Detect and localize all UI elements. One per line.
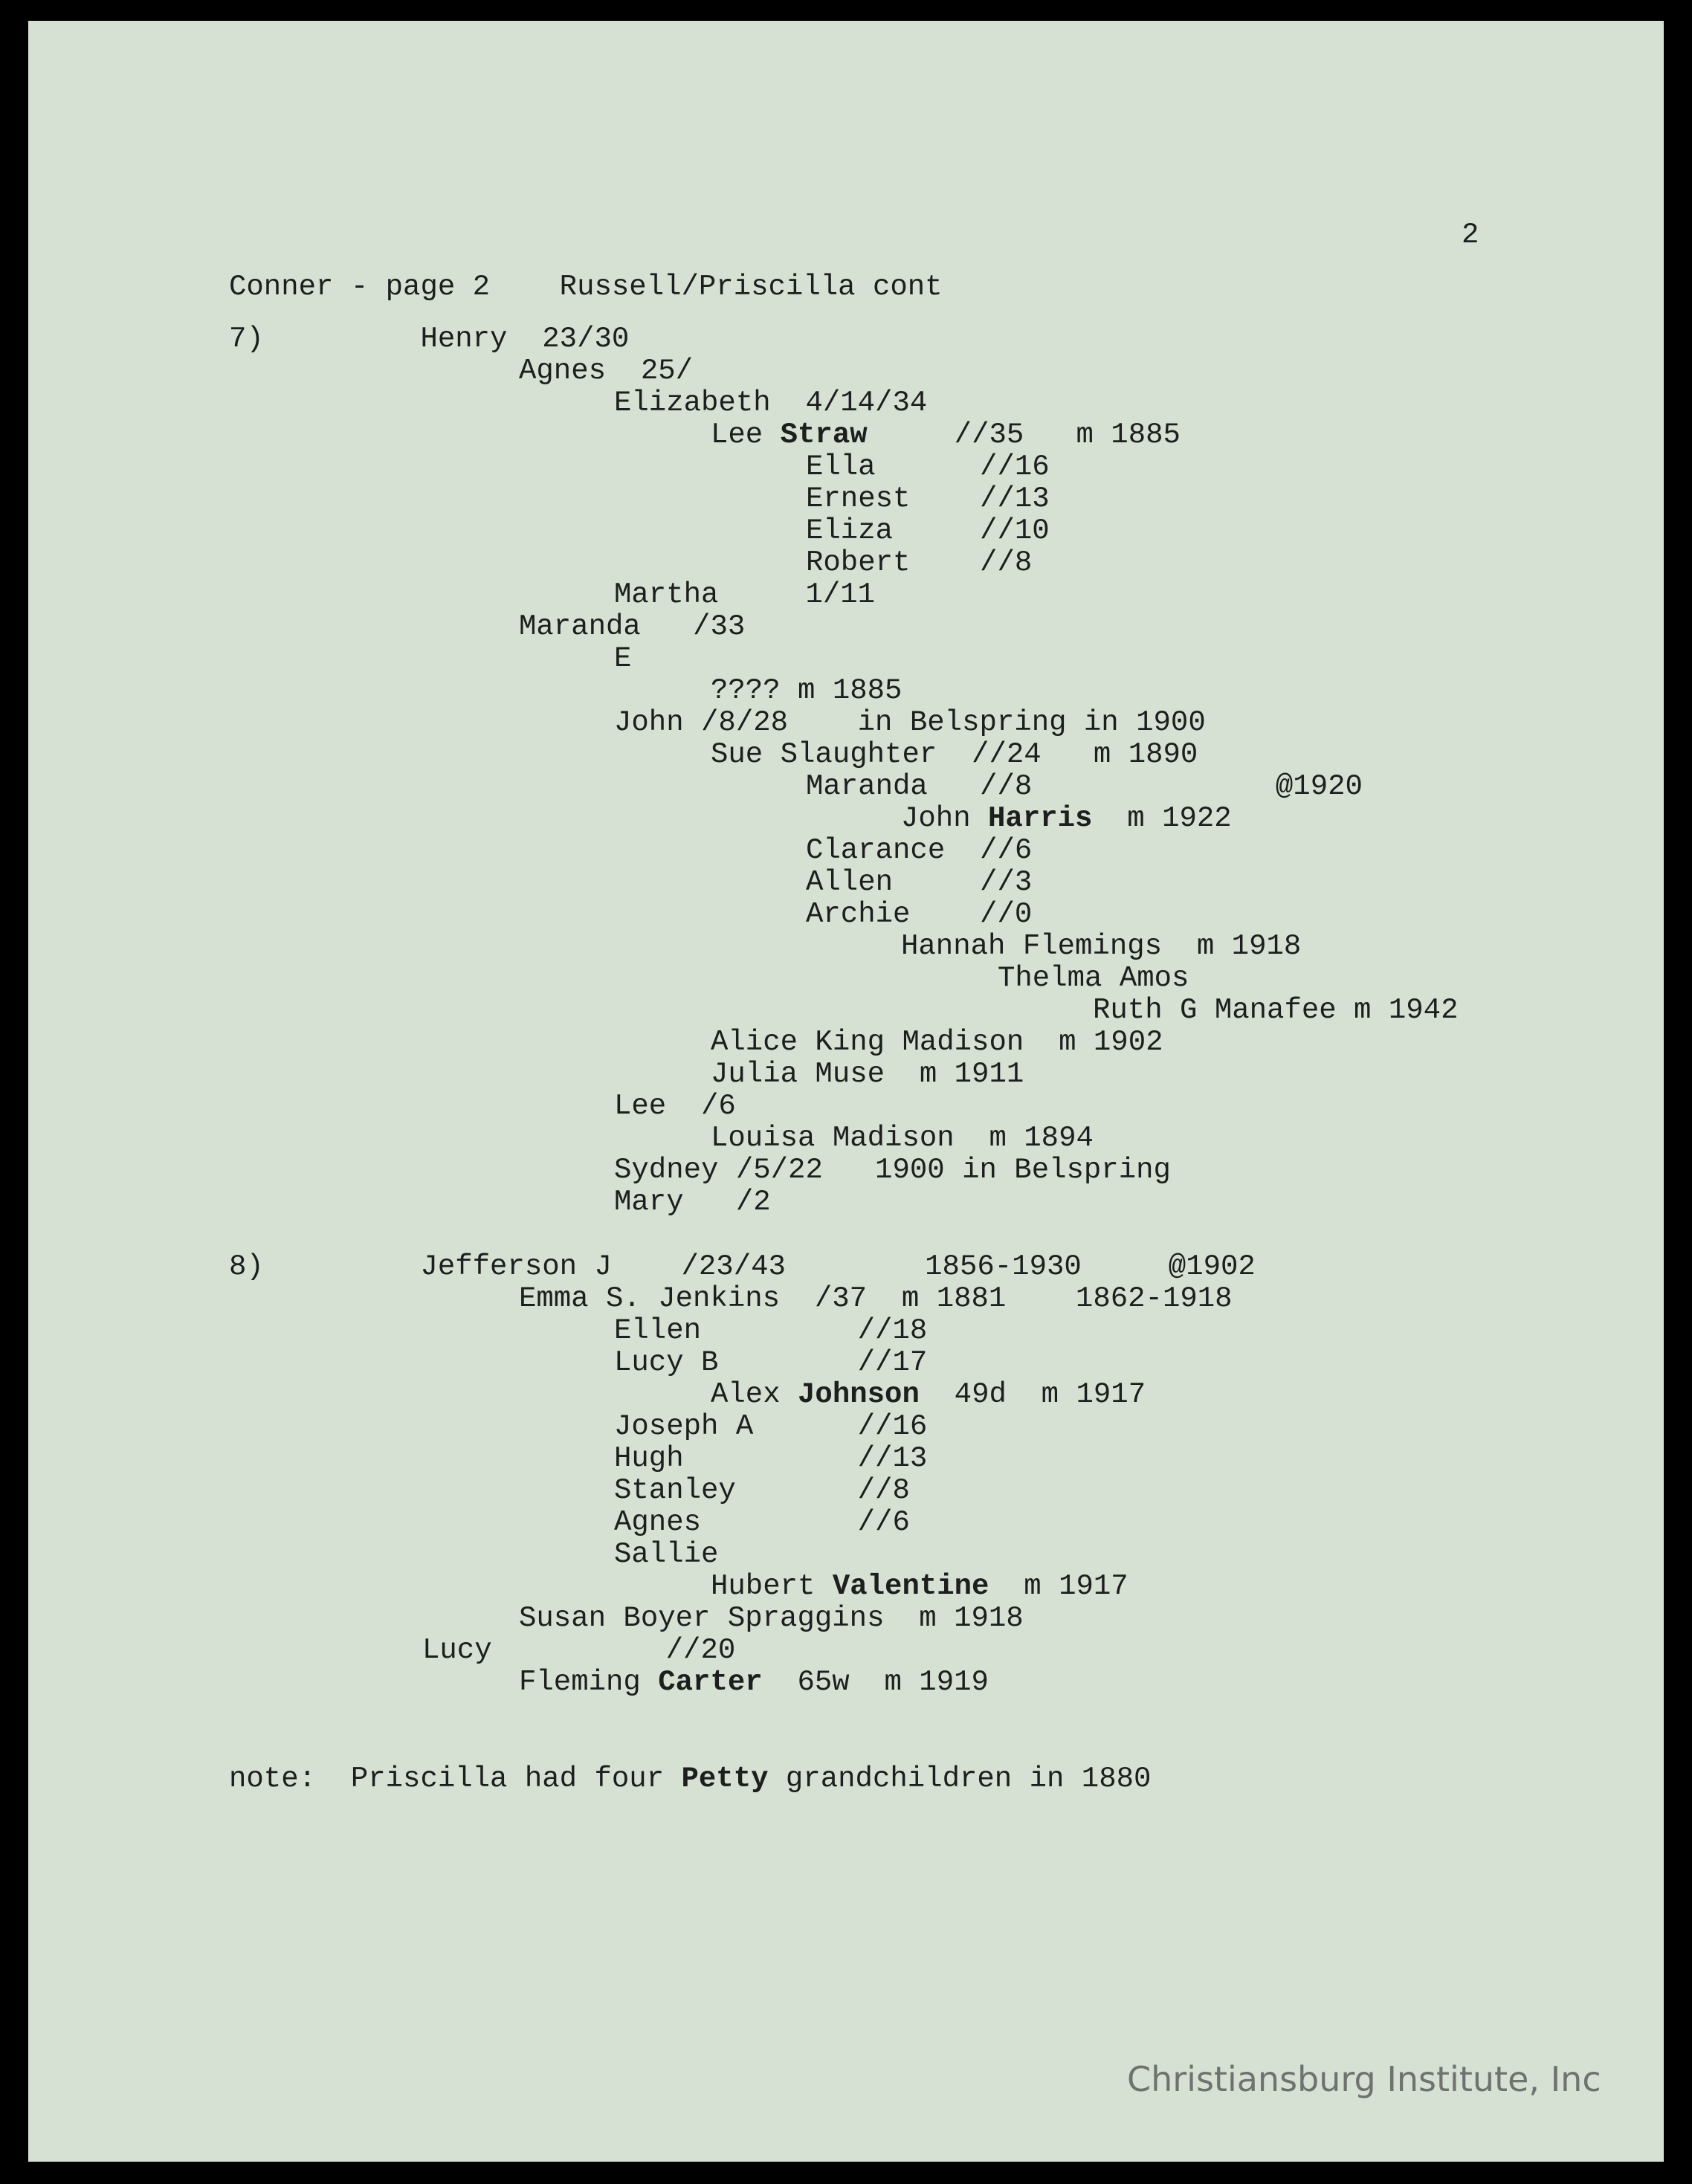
text-line bbox=[614, 1506, 910, 1539]
text-run: E bbox=[614, 642, 632, 675]
text-run: Hubert bbox=[711, 1570, 833, 1603]
text-run: Susan Boyer Spraggins m 1918 bbox=[519, 1602, 1024, 1635]
text-run: Elizabeth 4/14/34 bbox=[614, 387, 928, 419]
text-run: Mary /2 bbox=[614, 1186, 771, 1218]
text-line bbox=[519, 1602, 1024, 1635]
text-run: Clarance //6 bbox=[806, 834, 1033, 867]
text-line bbox=[711, 674, 902, 707]
text-line bbox=[998, 962, 1189, 995]
text-line bbox=[711, 1122, 1094, 1154]
text-line bbox=[614, 1410, 927, 1443]
text-run: Archie //0 bbox=[806, 898, 1033, 931]
text-run: Eliza //10 bbox=[806, 514, 1050, 547]
text-line bbox=[614, 387, 927, 419]
text-run: 65w m 1919 bbox=[762, 1666, 989, 1699]
text-line bbox=[614, 1474, 910, 1507]
text-line bbox=[614, 1154, 1171, 1186]
text-line bbox=[806, 834, 1032, 867]
text-line bbox=[519, 1282, 1233, 1315]
text-line bbox=[711, 738, 1198, 771]
text-line bbox=[711, 1570, 1128, 1603]
text-line bbox=[614, 1538, 718, 1571]
text-line bbox=[806, 482, 1050, 515]
text-run: Emma S. Jenkins /37 m 1881 1862-1918 bbox=[519, 1282, 1233, 1315]
text-run: Sallie bbox=[614, 1538, 719, 1571]
text-line bbox=[806, 546, 1032, 579]
text-run: 8) Jefferson J /23/43 1856-1930 @1902 bbox=[229, 1250, 1256, 1283]
text-run: Agnes 25/ bbox=[519, 355, 694, 387]
text-line bbox=[519, 610, 745, 643]
text-run: Ella //16 bbox=[806, 450, 1050, 483]
text-line bbox=[614, 642, 631, 675]
text-run: Sue Slaughter //24 m 1890 bbox=[711, 738, 1198, 771]
text-run: Maranda /33 bbox=[519, 610, 746, 643]
text-run: 7) Henry 23/30 bbox=[229, 323, 630, 355]
text-run: Lee /6 bbox=[614, 1090, 736, 1122]
text-line bbox=[229, 1250, 1256, 1283]
text-run: Hannah Flemings m 1918 bbox=[901, 930, 1302, 963]
text-line bbox=[901, 802, 1232, 835]
text-run: Lucy B //17 bbox=[614, 1346, 928, 1379]
text-run: Louisa Madison m 1894 bbox=[711, 1122, 1094, 1154]
text-line bbox=[614, 1442, 927, 1475]
surname-bold: Johnson bbox=[798, 1378, 920, 1411]
text-line bbox=[1093, 994, 1458, 1027]
text-run: Ernest //13 bbox=[806, 482, 1050, 515]
text-run: Alice King Madison m 1902 bbox=[711, 1026, 1163, 1059]
text-run: Conner - page 2 Russell/Priscilla cont bbox=[229, 271, 943, 303]
text-run: Ellen //18 bbox=[614, 1314, 928, 1347]
text-line bbox=[229, 1763, 1151, 1795]
text-run: Lee bbox=[711, 419, 781, 451]
text-line bbox=[229, 323, 629, 355]
text-run: John /8/28 in Belspring in 1900 bbox=[614, 706, 1206, 739]
page-number: 2 bbox=[1462, 219, 1479, 251]
text-line bbox=[614, 1186, 771, 1218]
text-line bbox=[711, 1026, 1163, 1059]
text-run: John bbox=[901, 802, 989, 835]
text-run: Hugh //13 bbox=[614, 1442, 928, 1475]
text-line bbox=[806, 770, 1363, 803]
text-line bbox=[901, 930, 1301, 963]
text-run: ???? m 1885 bbox=[711, 674, 902, 707]
text-run: Thelma Amos bbox=[998, 962, 1189, 995]
surname-bold: Valentine bbox=[832, 1570, 989, 1603]
text-run: Sydney /5/22 1900 in Belspring bbox=[614, 1154, 1171, 1186]
text-line bbox=[711, 419, 1181, 451]
text-line bbox=[711, 1058, 1024, 1091]
text-run: Robert //8 bbox=[806, 546, 1033, 579]
text-line bbox=[519, 1666, 989, 1699]
text-run: Allen //3 bbox=[806, 866, 1033, 899]
text-line bbox=[711, 1378, 1146, 1411]
text-run: Martha 1/11 bbox=[614, 578, 876, 611]
text-line bbox=[422, 1634, 735, 1667]
text-line bbox=[614, 1346, 927, 1379]
text-line bbox=[614, 706, 1206, 739]
text-line bbox=[614, 1314, 927, 1347]
text-run: Lucy //20 bbox=[422, 1634, 736, 1667]
text-run: 49d m 1917 bbox=[919, 1378, 1146, 1411]
text-run: //35 m 1885 bbox=[867, 419, 1181, 451]
text-run: Agnes //6 bbox=[614, 1506, 910, 1539]
text-run: Maranda //8 @1920 bbox=[806, 770, 1363, 803]
surname-bold: Carter bbox=[658, 1666, 763, 1699]
text-run: m 1917 bbox=[989, 1570, 1128, 1603]
text-line bbox=[614, 1090, 736, 1122]
text-line bbox=[519, 355, 693, 387]
text-line bbox=[229, 271, 943, 303]
text-line bbox=[806, 450, 1050, 483]
text-run: Ruth G Manafee m 1942 bbox=[1093, 994, 1459, 1027]
watermark: Christiansburg Institute, Inc bbox=[1127, 2059, 1601, 2099]
text-run: m 1922 bbox=[1092, 802, 1232, 835]
surname-bold: Harris bbox=[988, 802, 1093, 835]
text-line bbox=[806, 898, 1032, 931]
text-run: grandchildren in 1880 bbox=[768, 1763, 1152, 1795]
text-line bbox=[806, 514, 1050, 547]
surname-bold: Straw bbox=[780, 419, 868, 451]
text-run: Alex bbox=[711, 1378, 798, 1411]
text-line bbox=[806, 866, 1032, 899]
text-run: Joseph A //16 bbox=[614, 1410, 928, 1443]
surname-bold: Petty bbox=[681, 1763, 769, 1795]
text-run: note: Priscilla had four bbox=[229, 1763, 682, 1795]
text-run: Stanley //8 bbox=[614, 1474, 910, 1507]
text-line bbox=[614, 578, 875, 611]
text-run: Fleming bbox=[519, 1666, 659, 1699]
text-run: Julia Muse m 1911 bbox=[711, 1058, 1024, 1091]
